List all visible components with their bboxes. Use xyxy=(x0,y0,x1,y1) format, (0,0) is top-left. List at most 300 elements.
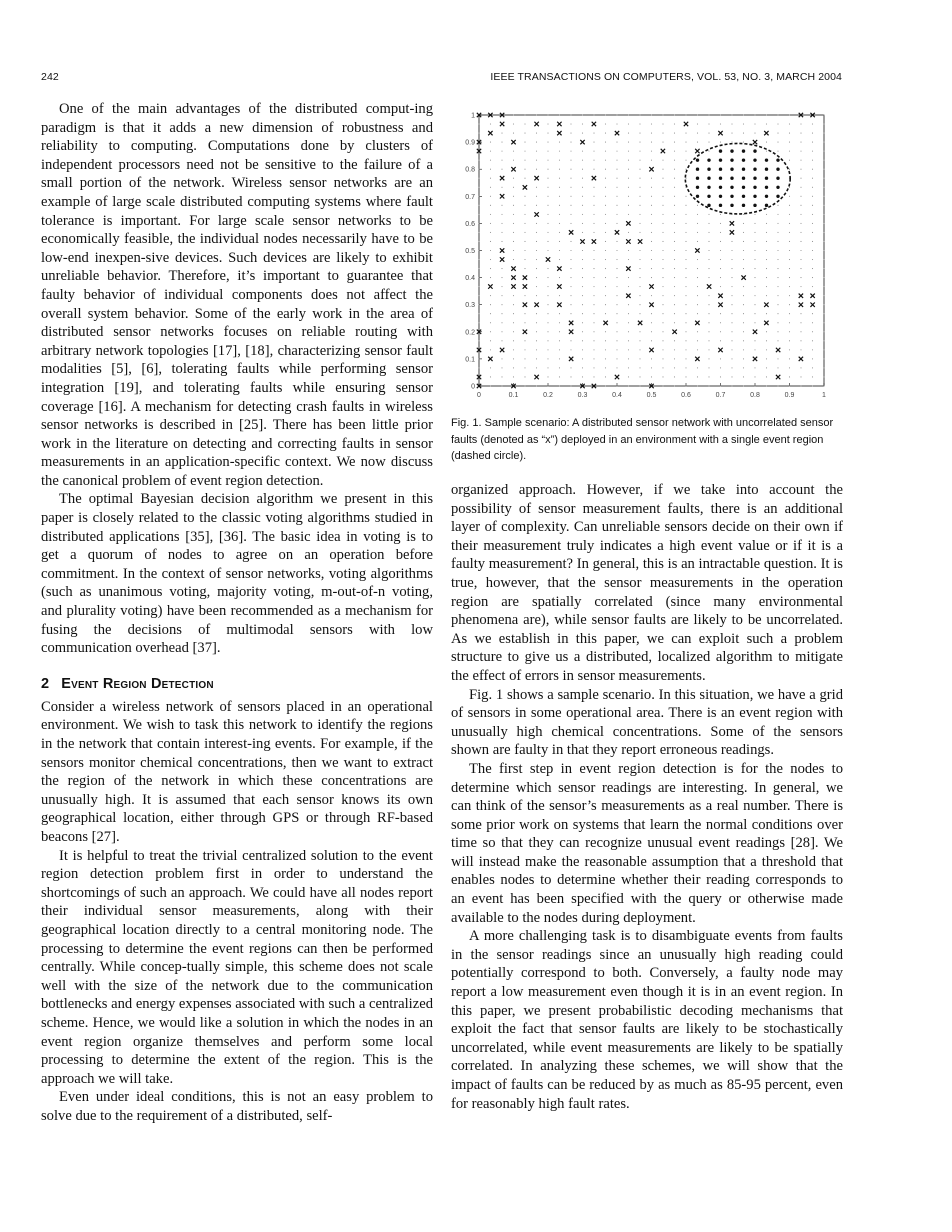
x-tick-label: 0.2 xyxy=(543,392,553,399)
sensor-dot xyxy=(501,313,502,314)
sensor-dot xyxy=(812,322,813,323)
x-tick-label: 0.6 xyxy=(681,392,691,399)
sensor-dot xyxy=(570,205,571,206)
sensor-dot xyxy=(593,376,594,377)
sensor-dot xyxy=(559,169,560,170)
sensor-dot xyxy=(731,259,732,260)
faulty-sensor-mark xyxy=(523,275,527,279)
sensor-dot xyxy=(478,250,479,251)
sensor-dot xyxy=(490,241,491,242)
sensor-dot xyxy=(651,214,652,215)
sensor-dot xyxy=(547,223,548,224)
sensor-dot xyxy=(823,277,824,278)
sensor-dot xyxy=(777,385,778,386)
sensor-dot xyxy=(524,214,525,215)
faulty-sensor-mark xyxy=(776,348,780,352)
sensor-dot xyxy=(582,151,583,152)
sensor-dot xyxy=(628,313,629,314)
sensor-dot xyxy=(639,223,640,224)
sensor-dot xyxy=(720,358,721,359)
sensor-dot xyxy=(731,367,732,368)
sensor-dot xyxy=(501,187,502,188)
sensor-dot xyxy=(547,367,548,368)
sensor-dot xyxy=(766,340,767,341)
sensor-dot xyxy=(754,277,755,278)
sensor-dot xyxy=(536,133,537,134)
sensor-dot xyxy=(570,376,571,377)
sensor-dot xyxy=(720,313,721,314)
sensor-dot xyxy=(616,349,617,350)
sensor-dot xyxy=(731,349,732,350)
sensor-dot xyxy=(547,151,548,152)
sensor-dot xyxy=(754,304,755,305)
sensor-dot xyxy=(731,241,732,242)
sensor-dot xyxy=(823,196,824,197)
sensor-dot xyxy=(513,196,514,197)
sensor-dot xyxy=(593,232,594,233)
sensor-dot xyxy=(800,187,801,188)
section-number: 2 xyxy=(41,675,50,692)
sensor-dot xyxy=(823,114,824,115)
event-sensor-dot xyxy=(707,186,710,189)
sensor-dot xyxy=(754,367,755,368)
sensor-dot xyxy=(708,277,709,278)
sensor-dot xyxy=(754,268,755,269)
sensor-dot xyxy=(639,187,640,188)
faulty-sensor-mark xyxy=(546,257,550,261)
sensor-dot xyxy=(524,376,525,377)
sensor-dot xyxy=(536,223,537,224)
sensor-dot xyxy=(639,376,640,377)
sensor-dot xyxy=(628,114,629,115)
sensor-dot xyxy=(674,123,675,124)
sensor-dot xyxy=(478,205,479,206)
sensor-dot xyxy=(674,385,675,386)
event-region-ellipse xyxy=(685,143,790,213)
sensor-dot xyxy=(812,340,813,341)
sensor-dot xyxy=(524,322,525,323)
sensor-dot xyxy=(547,313,548,314)
sensor-dot xyxy=(651,160,652,161)
event-sensor-dot xyxy=(696,186,699,189)
sensor-dot xyxy=(513,133,514,134)
sensor-dot xyxy=(547,205,548,206)
faulty-sensor-mark xyxy=(695,149,699,153)
sensor-dot xyxy=(570,259,571,260)
event-sensor-dot xyxy=(776,168,779,171)
sensor-dot xyxy=(754,123,755,124)
sensor-dot xyxy=(547,169,548,170)
sensor-dot xyxy=(674,205,675,206)
sensor-dot xyxy=(616,169,617,170)
faulty-sensor-mark xyxy=(695,321,699,325)
sensor-dot xyxy=(708,322,709,323)
event-sensor-dot xyxy=(696,168,699,171)
event-sensor-dot xyxy=(742,204,745,207)
sensor-dot xyxy=(513,376,514,377)
sensor-dot xyxy=(547,142,548,143)
sensor-dot xyxy=(559,259,560,260)
sensor-dot xyxy=(501,223,502,224)
faulty-sensor-mark xyxy=(569,230,573,234)
sensor-dot xyxy=(812,376,813,377)
event-sensor-dot xyxy=(765,158,768,161)
event-sensor-dot xyxy=(719,149,722,152)
sensor-dot xyxy=(662,232,663,233)
sensor-dot xyxy=(570,250,571,251)
sensor-dot xyxy=(639,349,640,350)
faulty-sensor-mark xyxy=(523,303,527,307)
sensor-dot xyxy=(731,340,732,341)
sensor-dot xyxy=(513,367,514,368)
sensor-dot xyxy=(593,277,594,278)
y-tick-label: 0.4 xyxy=(465,275,475,283)
sensor-dot xyxy=(501,376,502,377)
sensor-dot xyxy=(536,205,537,206)
sensor-dot xyxy=(800,169,801,170)
sensor-dot xyxy=(823,151,824,152)
sensor-dot xyxy=(789,169,790,170)
event-sensor-dot xyxy=(765,204,768,207)
sensor-dot xyxy=(513,349,514,350)
sensor-dot xyxy=(674,196,675,197)
sensor-dot xyxy=(582,114,583,115)
sensor-dot xyxy=(720,376,721,377)
sensor-dot xyxy=(582,295,583,296)
sensor-dot xyxy=(754,385,755,386)
sensor-dot xyxy=(582,259,583,260)
sensor-dot xyxy=(639,178,640,179)
sensor-dot xyxy=(616,331,617,332)
sensor-dot xyxy=(766,259,767,260)
sensor-dot xyxy=(524,223,525,224)
sensor-dot xyxy=(501,232,502,233)
sensor-dot xyxy=(685,160,686,161)
sensor-dot xyxy=(616,214,617,215)
sensor-dot xyxy=(616,367,617,368)
sensor-dot xyxy=(823,349,824,350)
sensor-dot xyxy=(639,286,640,287)
y-tick-label: 0.8 xyxy=(465,166,475,174)
sensor-dot xyxy=(559,205,560,206)
sensor-dot xyxy=(536,322,537,323)
sensor-dot xyxy=(777,250,778,251)
sensor-dot xyxy=(697,223,698,224)
sensor-dot xyxy=(777,322,778,323)
sensor-dot xyxy=(570,151,571,152)
faulty-sensor-mark xyxy=(764,131,768,135)
sensor-dot xyxy=(731,114,732,115)
sensor-dot xyxy=(559,187,560,188)
sensor-dot xyxy=(708,295,709,296)
sensor-dot xyxy=(478,160,479,161)
sensor-dot xyxy=(524,259,525,260)
sensor-dot xyxy=(513,232,514,233)
sensor-dot xyxy=(662,277,663,278)
sensor-dot xyxy=(501,385,502,386)
faulty-sensor-mark xyxy=(511,266,515,270)
sensor-dot xyxy=(720,286,721,287)
left-column xyxy=(41,100,433,1125)
sensor-dot xyxy=(524,133,525,134)
sensor-dot xyxy=(800,349,801,350)
sensor-dot xyxy=(743,114,744,115)
sensor-dot xyxy=(490,268,491,269)
faulty-sensor-mark xyxy=(764,303,768,307)
event-sensor-dot xyxy=(730,158,733,161)
sensor-dot xyxy=(570,286,571,287)
sensor-dot xyxy=(616,313,617,314)
sensor-dot xyxy=(536,187,537,188)
sensor-dot xyxy=(559,295,560,296)
sensor-dot xyxy=(800,277,801,278)
sensor-dot xyxy=(674,277,675,278)
sensor-dot xyxy=(662,123,663,124)
sensor-dot xyxy=(685,241,686,242)
sensor-dot xyxy=(490,160,491,161)
sensor-dot xyxy=(490,259,491,260)
sensor-dot xyxy=(743,367,744,368)
sensor-dot xyxy=(524,142,525,143)
sensor-dot xyxy=(478,304,479,305)
sensor-dot xyxy=(731,142,732,143)
sensor-dot xyxy=(605,277,606,278)
sensor-dot xyxy=(789,232,790,233)
faulty-sensor-mark xyxy=(718,348,722,352)
sensor-dot xyxy=(651,322,652,323)
faulty-sensor-mark xyxy=(523,185,527,189)
sensor-dot xyxy=(570,385,571,386)
faulty-sensor-mark xyxy=(500,348,504,352)
sensor-dot xyxy=(513,187,514,188)
sensor-dot xyxy=(708,241,709,242)
event-sensor-dot xyxy=(753,186,756,189)
sensor-dot xyxy=(478,286,479,287)
sensor-dot xyxy=(754,259,755,260)
faulty-sensor-mark xyxy=(534,303,538,307)
sensor-dot xyxy=(812,196,813,197)
sensor-dot xyxy=(674,358,675,359)
sensor-dot xyxy=(559,114,560,115)
sensor-dot xyxy=(800,340,801,341)
sensor-dot xyxy=(524,178,525,179)
sensor-dot xyxy=(812,160,813,161)
sensor-dot xyxy=(777,142,778,143)
sensor-dot xyxy=(789,114,790,115)
event-sensor-dot xyxy=(742,168,745,171)
sensor-dot xyxy=(777,205,778,206)
sensor-dot xyxy=(662,133,663,134)
faulty-sensor-mark xyxy=(488,284,492,288)
sensor-dot xyxy=(823,241,824,242)
sensor-dot xyxy=(731,385,732,386)
sensor-dot xyxy=(570,160,571,161)
sensor-dot xyxy=(812,133,813,134)
y-tick-label: 0.7 xyxy=(465,193,475,201)
event-sensor-dot xyxy=(730,195,733,198)
sensor-dot xyxy=(789,259,790,260)
event-sensor-dot xyxy=(707,177,710,180)
sensor-dot xyxy=(478,178,479,179)
sensor-dot xyxy=(812,313,813,314)
sensor-dot xyxy=(605,123,606,124)
sensor-dot xyxy=(559,385,560,386)
sensor-dot xyxy=(490,304,491,305)
sensor-dot xyxy=(490,205,491,206)
sensor-dot xyxy=(789,250,790,251)
sensor-dot xyxy=(582,367,583,368)
sensor-dot xyxy=(628,133,629,134)
sensor-dot xyxy=(605,169,606,170)
sensor-dot xyxy=(812,286,813,287)
sensor-dot xyxy=(490,295,491,296)
faulty-sensor-mark xyxy=(534,176,538,180)
faulty-sensor-mark xyxy=(569,321,573,325)
sensor-dot xyxy=(743,259,744,260)
sensor-dot xyxy=(800,232,801,233)
sensor-dot xyxy=(823,340,824,341)
sensor-dot xyxy=(616,223,617,224)
faulty-sensor-mark xyxy=(603,321,607,325)
sensor-dot xyxy=(651,376,652,377)
sensor-dot xyxy=(720,214,721,215)
sensor-dot xyxy=(651,114,652,115)
sensor-dot xyxy=(501,151,502,152)
sensor-dot xyxy=(697,313,698,314)
sensor-dot xyxy=(570,268,571,269)
sensor-dot xyxy=(605,376,606,377)
sensor-dot xyxy=(731,331,732,332)
sensor-dot xyxy=(800,123,801,124)
sensor-dot xyxy=(501,241,502,242)
sensor-dot xyxy=(662,142,663,143)
sensor-dot xyxy=(823,286,824,287)
faulty-sensor-mark xyxy=(557,266,561,270)
sensor-dot xyxy=(720,232,721,233)
sensor-dot xyxy=(777,232,778,233)
sensor-dot xyxy=(605,214,606,215)
sensor-dot xyxy=(685,259,686,260)
sensor-dot xyxy=(674,304,675,305)
sensor-dot xyxy=(490,187,491,188)
sensor-dot xyxy=(593,187,594,188)
sensor-dot xyxy=(616,385,617,386)
sensor-dot xyxy=(731,304,732,305)
sensor-dot xyxy=(685,232,686,233)
sensor-dot xyxy=(823,322,824,323)
sensor-dot xyxy=(501,169,502,170)
sensor-dot xyxy=(708,214,709,215)
sensor-dot xyxy=(651,313,652,314)
sensor-dot xyxy=(720,259,721,260)
sensor-dot xyxy=(628,304,629,305)
x-tick-label: 0.1 xyxy=(508,392,519,399)
sensor-dot xyxy=(708,376,709,377)
sensor-dot xyxy=(478,133,479,134)
x-tick-label: 0.5 xyxy=(646,392,657,399)
sensor-dot xyxy=(639,196,640,197)
sensor-dot xyxy=(662,223,663,224)
sensor-dot xyxy=(697,114,698,115)
faulty-sensor-mark xyxy=(534,212,538,216)
sensor-dot xyxy=(593,331,594,332)
sensor-dot xyxy=(743,340,744,341)
sensor-dot xyxy=(662,376,663,377)
sensor-dot xyxy=(582,331,583,332)
sensor-dot xyxy=(823,358,824,359)
sensor-dot xyxy=(708,232,709,233)
sensor-dot xyxy=(616,151,617,152)
faulty-sensor-mark xyxy=(776,375,780,379)
sensor-dot xyxy=(536,196,537,197)
sensor-dot xyxy=(478,187,479,188)
sensor-dot xyxy=(490,250,491,251)
sensor-dot xyxy=(777,295,778,296)
sensor-dot xyxy=(570,295,571,296)
sensor-dot xyxy=(662,349,663,350)
sensor-dot xyxy=(789,322,790,323)
sensor-dot xyxy=(547,340,548,341)
sensor-dot xyxy=(605,241,606,242)
sensor-dot xyxy=(789,340,790,341)
sensor-dot xyxy=(651,295,652,296)
sensor-dot xyxy=(524,385,525,386)
sensor-dot xyxy=(547,295,548,296)
sensor-dot xyxy=(639,385,640,386)
sensor-dot xyxy=(582,223,583,224)
sensor-dot xyxy=(697,340,698,341)
event-sensor-dot xyxy=(730,186,733,189)
sensor-dot xyxy=(628,196,629,197)
sensor-dot xyxy=(754,133,755,134)
sensor-dot xyxy=(547,214,548,215)
sensor-dot xyxy=(754,232,755,233)
event-sensor-dot xyxy=(730,168,733,171)
faulty-sensor-mark xyxy=(569,330,573,334)
sensor-dot xyxy=(812,259,813,260)
sensor-dot xyxy=(628,187,629,188)
faulty-sensor-mark xyxy=(799,357,803,361)
sensor-dot xyxy=(766,349,767,350)
sensor-dot xyxy=(478,169,479,170)
section-heading xyxy=(41,674,433,694)
sensor-dot xyxy=(559,160,560,161)
sensor-dot xyxy=(593,169,594,170)
sensor-dot xyxy=(731,376,732,377)
sensor-dot xyxy=(478,223,479,224)
sensor-dot xyxy=(605,250,606,251)
event-sensor-dot xyxy=(742,177,745,180)
x-tick-label: 0.4 xyxy=(612,392,622,399)
faulty-sensor-mark xyxy=(488,357,492,361)
sensor-dot xyxy=(708,114,709,115)
sensor-dot xyxy=(490,196,491,197)
sensor-dot xyxy=(559,277,560,278)
sensor-dot xyxy=(616,114,617,115)
sensor-dot xyxy=(478,232,479,233)
sensor-dot xyxy=(823,123,824,124)
sensor-dot xyxy=(685,340,686,341)
sensor-dot xyxy=(766,214,767,215)
sensor-dot xyxy=(823,133,824,134)
sensor-dot xyxy=(628,178,629,179)
sensor-dot xyxy=(743,241,744,242)
faulty-sensor-mark xyxy=(511,284,515,288)
sensor-dot xyxy=(662,385,663,386)
sensor-dot xyxy=(777,340,778,341)
sensor-dot xyxy=(685,205,686,206)
sensor-dot xyxy=(800,196,801,197)
